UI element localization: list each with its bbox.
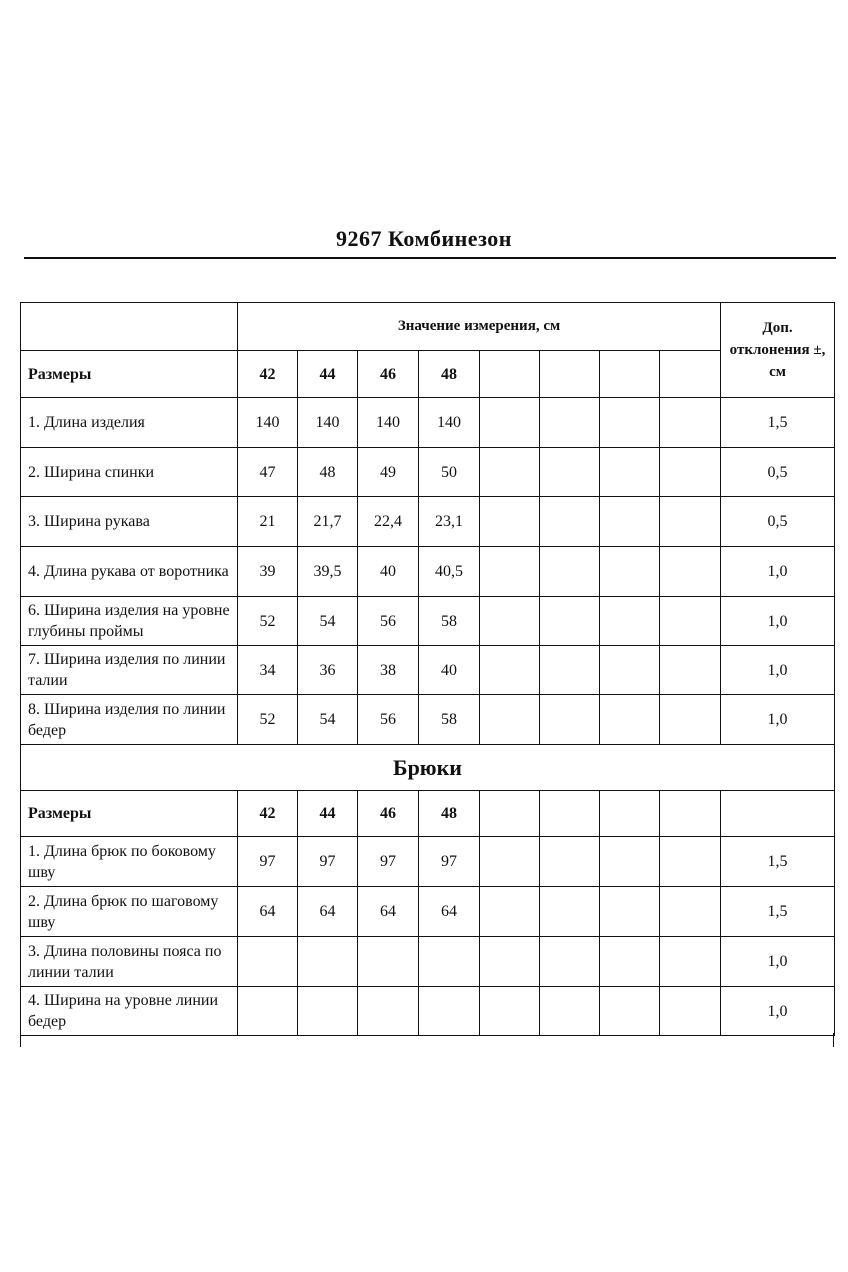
measure-header: Значение измерения, см bbox=[238, 303, 721, 351]
row-label: 1. Длина брюк по боковому шву bbox=[21, 837, 238, 887]
trousers-size-42: 42 bbox=[238, 791, 298, 837]
row-deviation: 1,5 bbox=[721, 837, 835, 887]
row-label: 7. Ширина изделия по линии талии bbox=[21, 646, 238, 695]
size-44: 44 bbox=[298, 351, 358, 398]
table-row: 1. Длина брюк по боковому шву 97 97 97 97 1,5 bbox=[21, 837, 835, 887]
row-label: 3. Длина половины пояса по линии талии bbox=[21, 937, 238, 987]
table-row bbox=[21, 937, 835, 987]
row-label: 8. Ширина изделия по линии бедер bbox=[21, 695, 238, 745]
table-row: 4. Длина рукава от воротника 39 39,5 40 40,5 1,0 bbox=[21, 547, 835, 597]
row-deviation: 0,5 bbox=[721, 497, 835, 547]
row-deviation: 1,0 bbox=[721, 937, 835, 987]
header-corner-cell bbox=[21, 303, 238, 351]
trousers-size-48: 48 bbox=[419, 791, 480, 837]
row-deviation: 0,5 bbox=[721, 448, 835, 497]
trousers-sizes-row bbox=[21, 791, 835, 837]
table-row bbox=[21, 987, 835, 1036]
size-46: 46 bbox=[358, 351, 419, 398]
trousers-size-44: 44 bbox=[298, 791, 358, 837]
row-label: 1. Длина изделия bbox=[21, 398, 238, 448]
trousers-size-46: 46 bbox=[358, 791, 419, 837]
trousers-section-title: Брюки bbox=[21, 745, 835, 791]
measure-header-row bbox=[21, 303, 835, 351]
table-row: 8. Ширина изделия по линии бедер 52 54 56 58 1,0 bbox=[21, 695, 835, 745]
table-row: 2. Длина брюк по шаговому шву 64 64 64 64 1,5 bbox=[21, 887, 835, 937]
table-bottom-frame bbox=[20, 1033, 834, 1047]
table-row: 7. Ширина изделия по линии талии 34 36 38 40 1,0 bbox=[21, 646, 835, 695]
row-label: 4. Длина рукава от воротника bbox=[21, 547, 238, 597]
title-underline bbox=[24, 257, 836, 259]
row-label: 3. Ширина рукава bbox=[21, 497, 238, 547]
row-deviation: 1,0 bbox=[721, 646, 835, 695]
row-deviation: 1,0 bbox=[721, 547, 835, 597]
row-deviation: 1,0 bbox=[721, 597, 835, 646]
row-deviation: 1,5 bbox=[721, 887, 835, 937]
table-row: 6. Ширина изделия на уровне глубины проймы 52 54 56 58 1,0 bbox=[21, 597, 835, 646]
size-42: 42 bbox=[238, 351, 298, 398]
row-label: 2. Ширина спинки bbox=[21, 448, 238, 497]
row-label: 6. Ширина изделия на уровне глубины проймы bbox=[21, 597, 238, 646]
row-deviation: 1,5 bbox=[721, 398, 835, 448]
sizes-label: Размеры bbox=[21, 351, 238, 398]
row-label: 2. Длина брюк по шаговому шву bbox=[21, 887, 238, 937]
table-row: 2. Ширина спинки 47 48 49 50 0,5 bbox=[21, 448, 835, 497]
row-deviation: 1,0 bbox=[721, 695, 835, 745]
trousers-sizes-label: Размеры bbox=[21, 791, 238, 837]
trousers-section-row bbox=[21, 745, 835, 791]
size-48: 48 bbox=[419, 351, 480, 398]
size-spec-table bbox=[20, 302, 835, 1036]
table-row: 3. Ширина рукава 21 21,7 22,4 23,1 0,5 bbox=[21, 497, 835, 547]
document-title: 9267 Комбинезон bbox=[336, 226, 512, 251]
deviation-header: Доп. отклонения ±, см bbox=[721, 303, 835, 398]
sizes-row bbox=[21, 351, 835, 398]
row-deviation: 1,0 bbox=[721, 987, 835, 1036]
table-row: 1. Длина изделия 140 140 140 140 1,5 bbox=[21, 398, 835, 448]
row-label: 4. Ширина на уровне линии бедер bbox=[21, 987, 238, 1036]
